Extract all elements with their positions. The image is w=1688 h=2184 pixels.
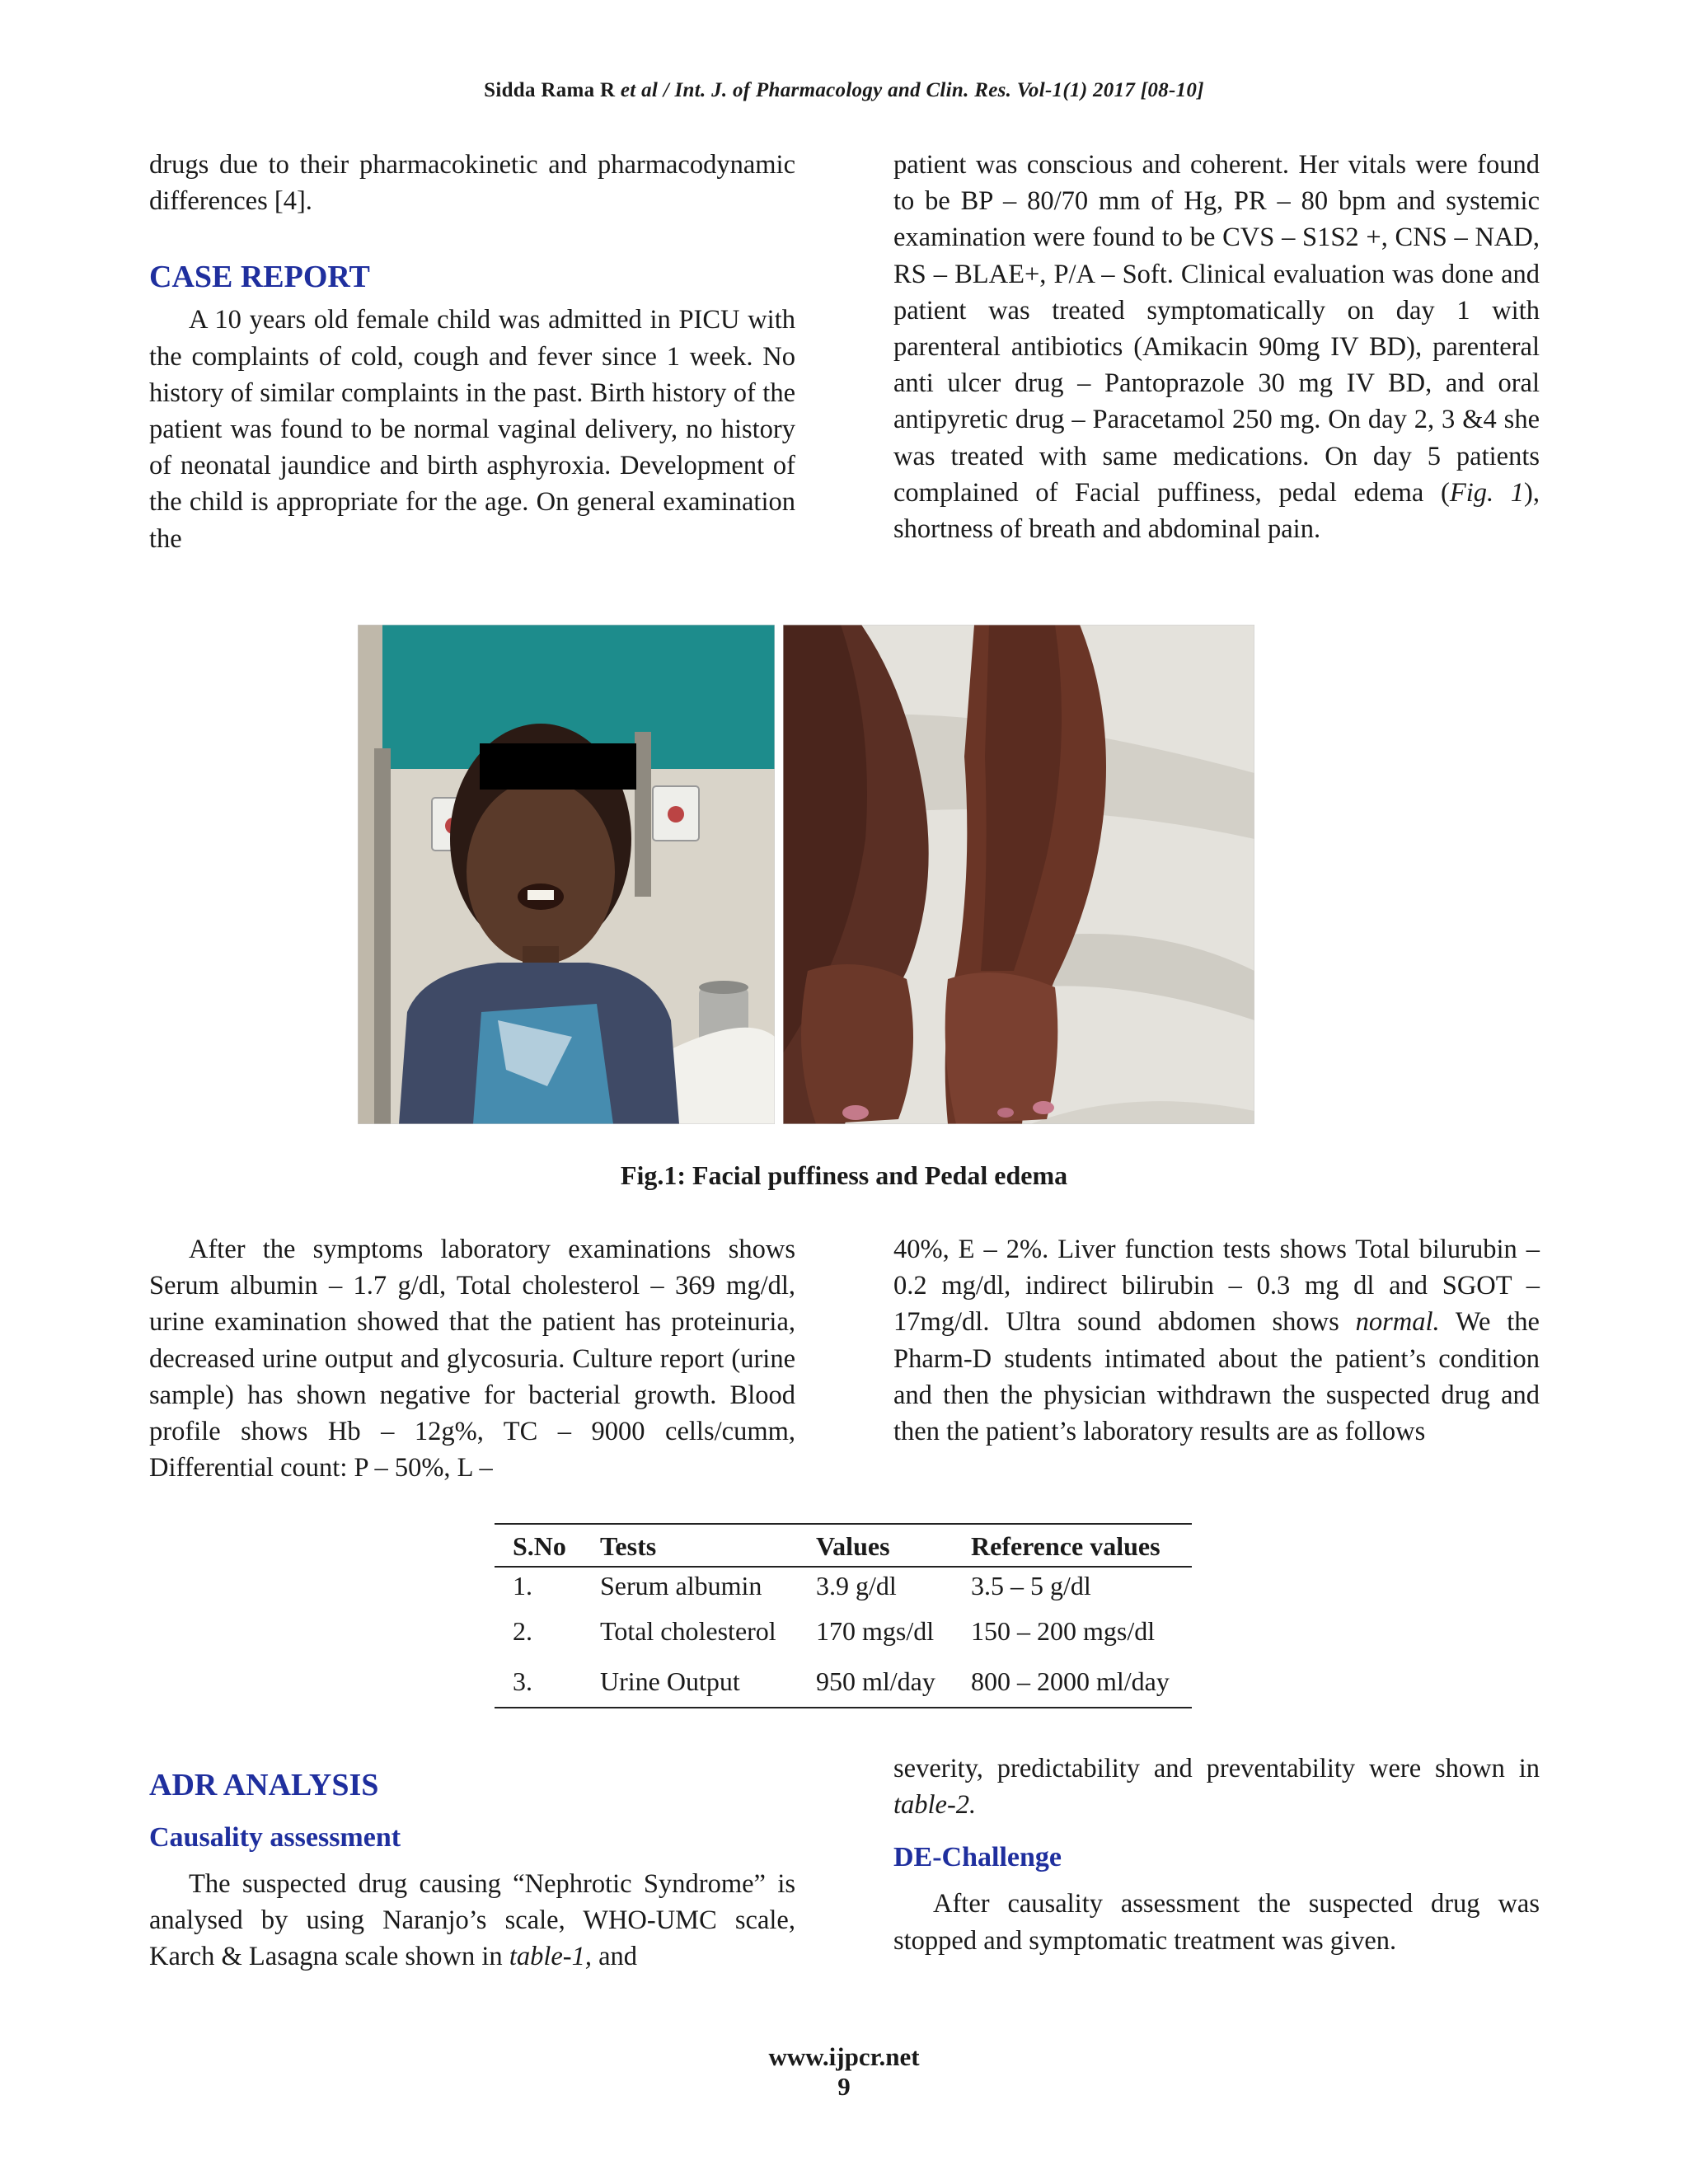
right-column-bottom xyxy=(893,1750,1540,1959)
normal-word: normal. xyxy=(1355,1307,1440,1338)
liver-function-text-end: We the Pharm-D students intimated about the patient’s condition and then the physician withdrawn the suspected drug and then the patient’s laboratory results are as follows xyxy=(893,1307,1540,1447)
left-column-bottom xyxy=(149,1767,795,1975)
page-footer xyxy=(0,2042,1688,2102)
cell-sno: 1. xyxy=(513,1571,532,1601)
dechallenge-heading: DE-Challenge xyxy=(893,1842,1062,1873)
header-journal: / Int. J. of Pharmacology and Clin. Res. Vol-1(1) 2017 [08-10] xyxy=(663,79,1204,101)
vitals-paragraph xyxy=(893,147,1540,547)
table-row xyxy=(495,1656,1192,1708)
right-column-top xyxy=(893,147,1540,547)
table-row xyxy=(495,1567,1192,1607)
left-column-middle xyxy=(149,1231,795,1486)
cell-test: Total cholesterol xyxy=(600,1616,776,1646)
header-sno: S.No xyxy=(495,1524,600,1567)
figure-1 xyxy=(358,625,1254,1124)
cell-sno: 3. xyxy=(495,1656,600,1708)
causality-paragraph xyxy=(149,1866,795,1975)
intro-paragraph: drugs due to their pharmacokinetic and pharmacodynamic differences [4]. xyxy=(149,150,795,217)
right-column-middle xyxy=(893,1231,1540,1450)
adr-analysis-heading: ADR ANALYSIS xyxy=(149,1768,379,1802)
header-tests: Tests xyxy=(600,1524,816,1567)
pedal-edema-photo xyxy=(783,625,1254,1124)
cell-sno: 2. xyxy=(513,1616,532,1646)
lab-results-paragraph: After the symptoms laboratory examinations shows Serum albumin – 1.7 g/dl, Total cholesterol – 369 mg/dl, urine examination showed that the patient has proteinuria, decreased urine output and glycosuria. Culture report (urine sample) has shown negative for bacterial growth. Blood profile shows Hb – 12g%, TC – 9000 cells/cumm, Differential count: P – 50%, L – xyxy=(149,1235,795,1483)
facial-puffiness-photo xyxy=(358,625,775,1124)
cell-reference: 800 – 2000 ml/day xyxy=(971,1656,1192,1708)
cell-value: 950 ml/day xyxy=(816,1656,971,1708)
liver-function-text: 40%, E – 2%. Liver function tests shows Total bilurubin – 0.2 mg/dl, indirect bilirubin – 0.3 mg dl and SGOT – 17mg/dl. Ultra sound abdomen shows xyxy=(893,1235,1540,1338)
case-report-paragraph: A 10 years old female child was admitted in PICU with the complaints of cold, cough and fever since 1 week. No history of similar complaints in the past. Birth history of the patient was found to be normal vaginal delivery, no history of neonatal jaundice and birth asphyroxia. Development of the child is appropriate for the age. On general examination the xyxy=(149,305,795,554)
page-number: 9 xyxy=(837,2072,851,2101)
dechallenge-paragraph: After causality assessment the suspected drug was stopped and symptomatic treatment was given. xyxy=(893,1889,1540,1956)
table1-reference: table-1, xyxy=(509,1942,592,1972)
cell-value: 170 mgs/dl xyxy=(816,1616,935,1646)
cell-test: Serum albumin xyxy=(600,1571,762,1601)
running-header xyxy=(0,79,1688,102)
cell-reference: 150 – 200 mgs/dl xyxy=(971,1616,1156,1646)
footer-url: www.ijpcr.net xyxy=(768,2042,920,2071)
header-values: Values xyxy=(816,1524,971,1567)
causality-text: The suspected drug causing “Nephrotic Syndrome” is analysed by using Naranjo’s scale, WHO-UMC scale, Karch & Lasagna scale shown in xyxy=(149,1869,795,1972)
table-row xyxy=(495,1607,1192,1656)
liver-function-paragraph xyxy=(893,1231,1540,1450)
severity-paragraph xyxy=(893,1750,1540,1823)
cell-reference: 3.5 – 5 g/dl xyxy=(971,1571,1091,1601)
vitals-text-end: ), shortness of breath and abdominal pain. xyxy=(893,477,1540,545)
cell-value: 3.9 g/dl xyxy=(816,1571,897,1601)
causality-text-end: and xyxy=(592,1942,638,1972)
left-column-top xyxy=(149,147,795,557)
header-author: Sidda Rama R xyxy=(484,79,616,101)
lab-results-table xyxy=(495,1523,1192,1708)
case-report-heading: CASE REPORT xyxy=(149,260,370,295)
table-header-row xyxy=(495,1524,1192,1567)
fig-reference: Fig. 1 xyxy=(1449,477,1525,508)
severity-text: severity, predictability and preventability were shown in xyxy=(893,1754,1540,1783)
causality-heading: Causality assessment xyxy=(149,1822,401,1853)
table2-reference: table-2. xyxy=(893,1790,977,1821)
vitals-text: patient was conscious and coherent. Her vitals were found to be BP – 80/70 mm of Hg, PR – 80 bpm and systemic examination were found to be CVS – S1S2 +, CNS – NAD, RS – BLAE+, P/A – Soft. Clinical evaluation was done and patient was treated symptomatically on day 1 with parenteral antibiotics (Amikacin 90mg IV BD), parenteral anti ulcer drug – Pantoprazole 30 mg IV BD, and oral antipyretic drug – Paracetamol 250 mg. On day 2, 3 &4 she was treated with same medications. On day 5 patients complained of Facial puffiness, pedal edema ( xyxy=(893,150,1540,508)
header-etal: et al xyxy=(620,79,659,101)
header-reference: Reference values xyxy=(971,1524,1192,1567)
cell-test: Urine Output xyxy=(600,1656,816,1708)
figure-caption: Fig.1: Facial puffiness and Pedal edema xyxy=(620,1160,1068,1190)
